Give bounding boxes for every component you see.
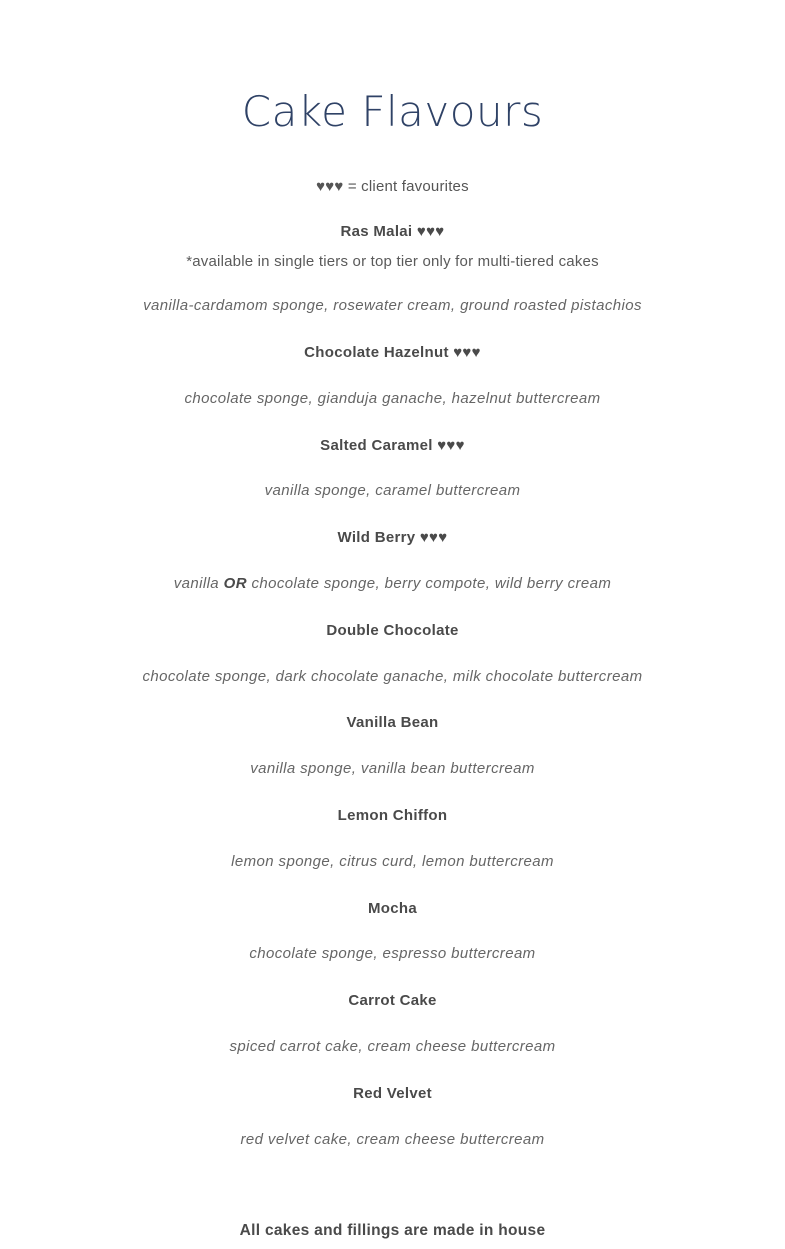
- flavour-note-ras-malai: *available in single tiers or top tier only for multi-tiered cakes: [186, 253, 599, 270]
- flavour-description-double-chocolate: chocolate sponge, dark chocolate ganache, milk chocolate buttercream: [142, 668, 643, 685]
- flavour-name-ras-malai: Ras Malai ♥♥♥: [340, 223, 445, 240]
- footer-note: All cakes and fillings are made in house: [239, 1222, 546, 1239]
- flavour-name-lemon-chiffon: Lemon Chiffon: [337, 807, 448, 824]
- description-suffix: chocolate sponge, berry compote, wild berry cream: [251, 575, 612, 592]
- flavour-description-wild-berry: [0, 574, 785, 594]
- flavour-name-wild-berry: Wild Berry ♥♥♥: [337, 529, 448, 546]
- flavour-name-chocolate-hazelnut: Chocolate Hazelnut ♥♥♥: [304, 344, 481, 361]
- flavour-description-lemon-chiffon: lemon sponge, citrus curd, lemon buttercream: [231, 853, 554, 870]
- favourites-legend: ♥♥♥ = client favourites: [316, 178, 469, 195]
- flavour-name-mocha: Mocha: [367, 900, 417, 917]
- description-prefix: vanilla: [173, 575, 220, 592]
- flavour-description-chocolate-hazelnut: chocolate sponge, gianduja ganache, hazelnut buttercream: [184, 390, 601, 407]
- flavour-name-vanilla-bean: Vanilla Bean: [346, 714, 439, 731]
- description-emphasis: OR: [223, 575, 247, 592]
- flavour-name-double-chocolate: Double Chocolate: [326, 622, 459, 639]
- flavour-description-mocha: chocolate sponge, espresso buttercream: [249, 945, 536, 962]
- flavour-description-red-velvet: red velvet cake, cream cheese buttercream: [240, 1131, 545, 1148]
- flavour-description-carrot-cake: spiced carrot cake, cream cheese buttercream: [229, 1038, 556, 1055]
- flavour-description-salted-caramel: vanilla sponge, caramel buttercream: [264, 482, 521, 499]
- page-title: Cake Flavours: [241, 87, 544, 136]
- flavour-description-vanilla-bean: vanilla sponge, vanilla bean buttercream: [250, 760, 535, 777]
- flavour-name-carrot-cake: Carrot Cake: [348, 992, 437, 1009]
- flavour-name-salted-caramel: Salted Caramel ♥♥♥: [320, 437, 465, 454]
- flavour-description-ras-malai: vanilla-cardamom sponge, rosewater cream, ground roasted pistachios: [143, 297, 642, 314]
- flavour-name-red-velvet: Red Velvet: [353, 1085, 432, 1102]
